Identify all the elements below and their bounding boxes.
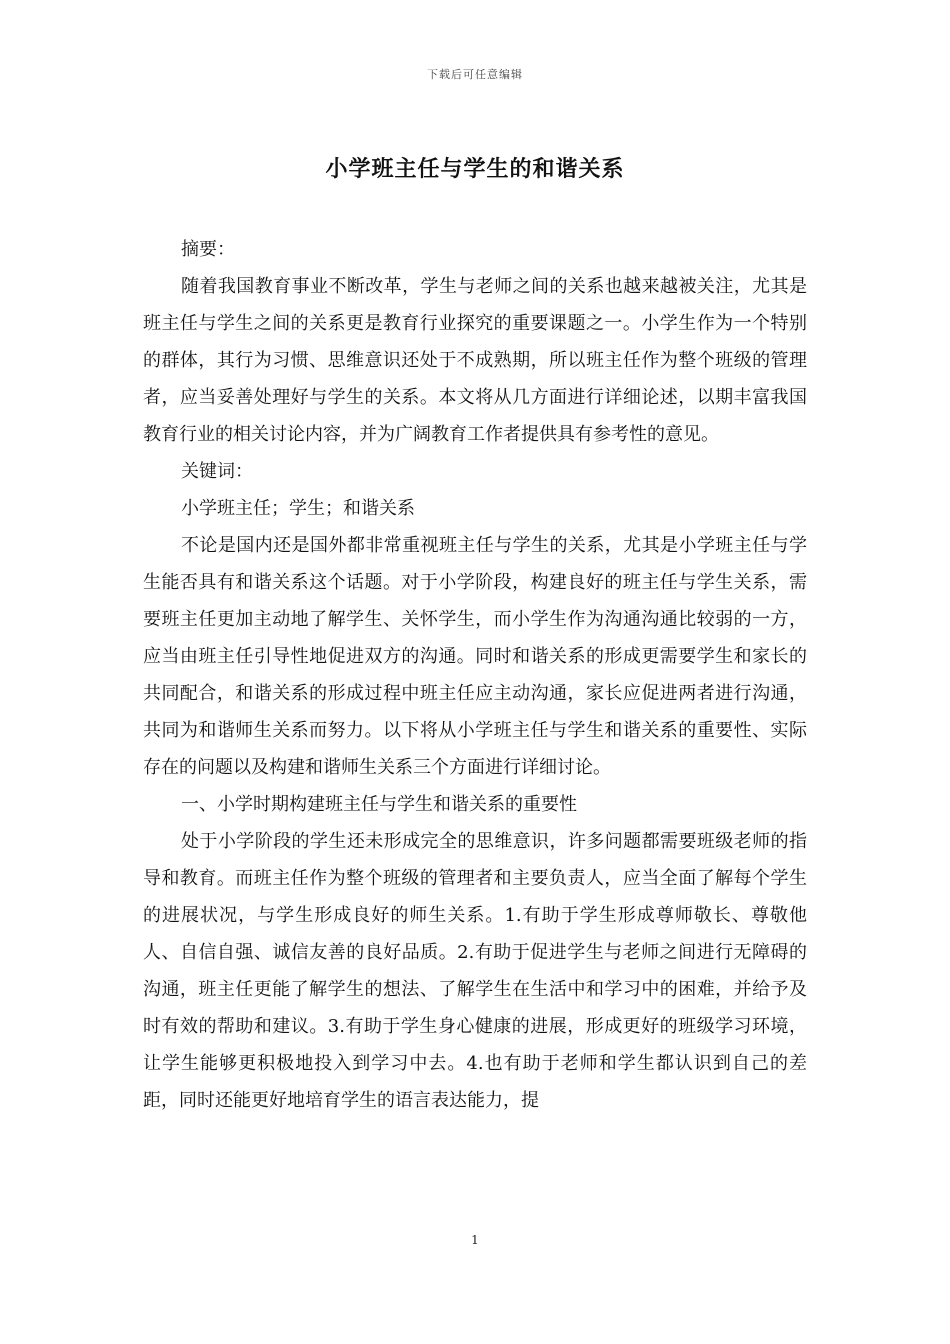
- keywords-label: 关键词：: [181, 461, 253, 482]
- document-body: [143, 231, 807, 1119]
- abstract-paragraph: 随着我国教育事业不断改革，学生与老师之间的关系也越来越被关注，尤其是班主任与学生之间的关系更是教育行业探究的重要课题之一。小学生作为一个特别的群体，其行为习惯、思维意识还处于不成熟期，所以班主任作为整个班级的管理者，应当妥善处理好与学生的关系。本文将从几方面进行详细论述，以期丰富我国教育行业的相关讨论内容，并为广阔教育工作者提供具有参考性的意见。: [143, 276, 807, 445]
- section-heading: 一、小学时期构建班主任与学生和谐关系的重要性: [181, 794, 577, 815]
- intro-paragraph: 不论是国内还是国外都非常重视班主任与学生的关系，尤其是小学班主任与学生能否具有和谐关系这个话题。对于小学阶段，构建良好的班主任与学生关系，需要班主任更加主动地了解学生、关怀学生，而小学生作为沟通沟通比较弱的一方，应当由班主任引导性地促进双方的沟通。同时和谐关系的形成更需要学生和家长的共同配合，和谐关系的形成过程中班主任应主动沟通，家长应促进两者进行沟通，共同为和谐师生关系而努力。以下将从小学班主任与学生和谐关系的重要性、实际存在的问题以及构建和谐师生关系三个方面进行详细讨论。: [143, 535, 807, 778]
- document-title: 小学班主任与学生的和谐关系: [325, 157, 625, 182]
- header-note: 下载后可任意编辑: [427, 68, 523, 81]
- keywords-paragraph: 小学班主任；学生；和谐关系: [181, 498, 415, 519]
- abstract-label: 摘要：: [181, 239, 235, 260]
- section-paragraph: 处于小学阶段的学生还未形成完全的思维意识，许多问题都需要班级老师的指导和教育。而班主任作为整个班级的管理者和主要负责人，应当全面了解每个学生的进展状况，与学生形成良好的师生关系。1.有助于学生形成尊师敬长、尊敬他人、自信自强、诚信友善的良好品质。2.有助于促进学生与老师之间进行无障碍的沟通，班主任更能了解学生的想法、了解学生在生活中和学习中的困难，并给予及时有效的帮助和建议。3.有助于学生身心健康的进展，形成更好的班级学习环境，让学生能够更积极地投入到学习中去。4.也有助于老师和学生都认识到自己的差距，同时还能更好地培育学生的语言表达能力，提: [143, 831, 807, 1111]
- page-number: 1: [471, 1233, 479, 1247]
